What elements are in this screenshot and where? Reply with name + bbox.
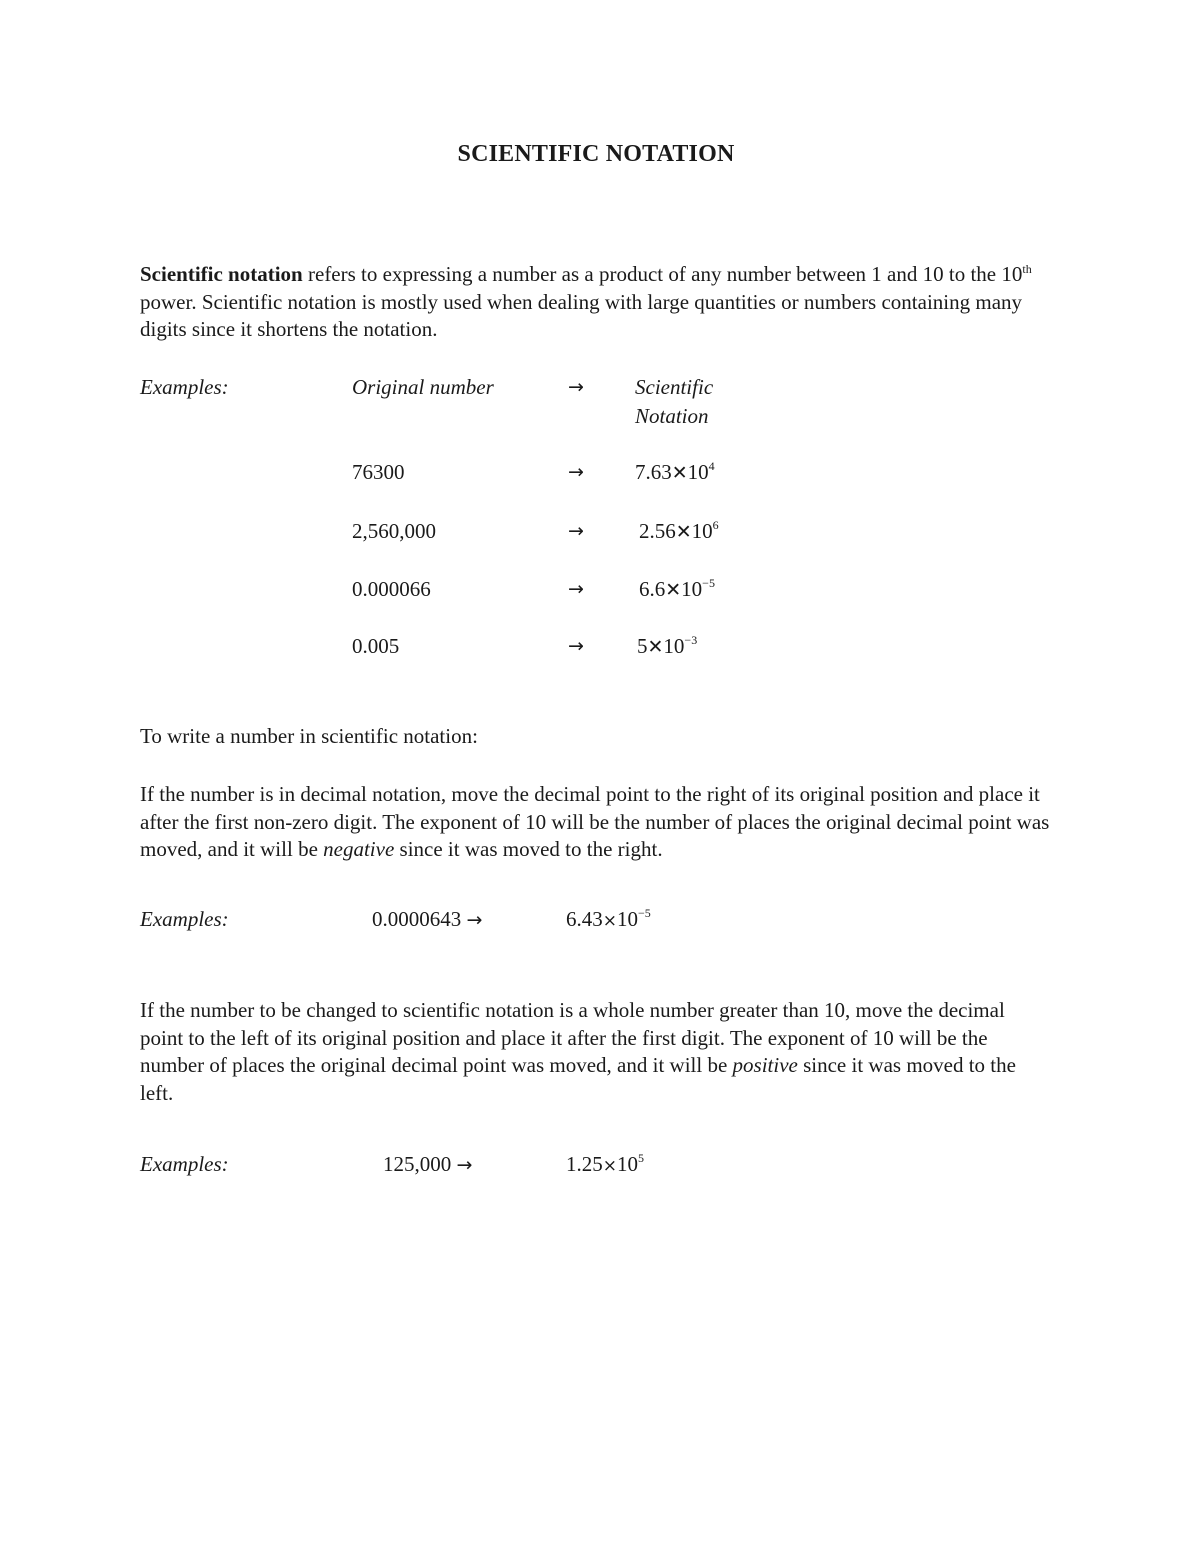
- table-col1-header: Original number: [352, 375, 494, 399]
- whole-rule-emph: positive: [732, 1053, 798, 1077]
- times-icon: ✕: [665, 579, 682, 601]
- table-row-4-arrow-icon: →: [568, 635, 584, 657]
- decimal-rule-paragraph: [140, 781, 1050, 864]
- times-icon: ×: [602, 1156, 617, 1176]
- example2-original-line: [383, 1151, 472, 1180]
- example2-label: Examples:: [140, 1152, 229, 1176]
- times-icon: ×: [602, 911, 617, 931]
- example1-original-line: [372, 906, 482, 935]
- page-title: SCIENTIFIC NOTATION: [457, 141, 735, 167]
- example2-scientific: [566, 1151, 644, 1181]
- example2-base: 10: [617, 1152, 638, 1176]
- example1-label: Examples:: [140, 907, 229, 931]
- example2-arrow-icon: →: [456, 1154, 473, 1176]
- decimal-rule-text-b: since it was moved to the right.: [394, 837, 663, 861]
- times-icon: ✕: [671, 462, 688, 484]
- intro-text-a: refers to expressing a number as a product of any number between 1 and 10 to the 10: [302, 262, 1023, 286]
- table-row-4-exponent: −3: [684, 633, 698, 647]
- example1-mantissa: 6.43: [566, 907, 603, 931]
- table-row-1-original: 76300: [352, 460, 405, 484]
- intro-sup: th: [1022, 262, 1032, 276]
- table-row-3-original: 0.000066: [352, 577, 431, 601]
- table-row-4-scientific: [637, 633, 697, 662]
- example1-scientific: [566, 906, 651, 936]
- table-row-3-arrow-icon: →: [568, 578, 584, 600]
- how-to-heading: To write a number in scientific notation:: [140, 724, 478, 748]
- table-row-2-mantissa: 2.56: [639, 519, 676, 543]
- decimal-rule-emph: negative: [323, 837, 395, 861]
- table-row-3-base: 10: [681, 577, 703, 601]
- example1-original: 0.0000643: [372, 907, 462, 931]
- table-header-arrow-icon: →: [568, 376, 584, 398]
- table-label: Examples:: [140, 375, 229, 399]
- table-row-3-exponent: −5: [702, 576, 715, 590]
- example1-exponent: −5: [638, 906, 651, 920]
- whole-rule-paragraph: [140, 997, 1050, 1107]
- table-row-2-scientific: [639, 518, 719, 547]
- intro-term: Scientific notation: [140, 262, 303, 286]
- table-row-1-base: 10: [687, 460, 709, 484]
- example1-base: 10: [617, 907, 638, 931]
- table-row-3-scientific: [639, 576, 715, 605]
- example2-mantissa: 1.25: [566, 1152, 603, 1176]
- times-icon: ✕: [647, 636, 664, 658]
- table-row-4-original: 0.005: [352, 634, 400, 658]
- table-row-2-base: 10: [691, 519, 713, 543]
- table-col2-header-line1: Scientific: [635, 375, 714, 399]
- times-icon: ✕: [675, 521, 692, 543]
- table-row-1-mantissa: 7.63: [635, 460, 672, 484]
- example2-exponent: 5: [638, 1151, 644, 1165]
- decimal-rule-text-a: If the number is in decimal notation, move the decimal point to the right of its original position and place it after the first non-zero digit. The exponent of 10 will be the number of places the original decimal point was moved, and it will be: [140, 782, 1050, 861]
- table-row-1-exponent: 4: [708, 459, 715, 473]
- table-row-3-mantissa: 6.6: [639, 577, 666, 601]
- table-row-1-arrow-icon: →: [568, 461, 584, 483]
- table-row-2-exponent: 6: [712, 518, 719, 532]
- intro-paragraph: [140, 261, 1050, 344]
- table-col2-header-line2: Notation: [635, 404, 709, 428]
- example1-arrow-icon: →: [466, 909, 483, 931]
- example2-original: 125,000: [383, 1152, 452, 1176]
- whole-rule-text-b: since it was moved to the left.: [140, 1053, 1016, 1105]
- intro-text-b: power. Scientific notation is mostly used when dealing with large quantities or numbers containing many digits since it shortens the notation.: [140, 289, 1023, 341]
- table-row-4-mantissa: 5: [637, 634, 648, 658]
- table-row-4-base: 10: [663, 634, 685, 658]
- table-row-1-scientific: [635, 459, 715, 488]
- table-row-2-original: 2,560,000: [352, 519, 436, 543]
- whole-rule-text-a: If the number to be changed to scientific notation is a whole number greater than 10, move the decimal point to the left of its original position and place it after the first digit. The exponent of 10 will be the number of places the original decimal point was moved, and it will be: [140, 998, 1005, 1077]
- table-row-2-arrow-icon: →: [568, 520, 584, 542]
